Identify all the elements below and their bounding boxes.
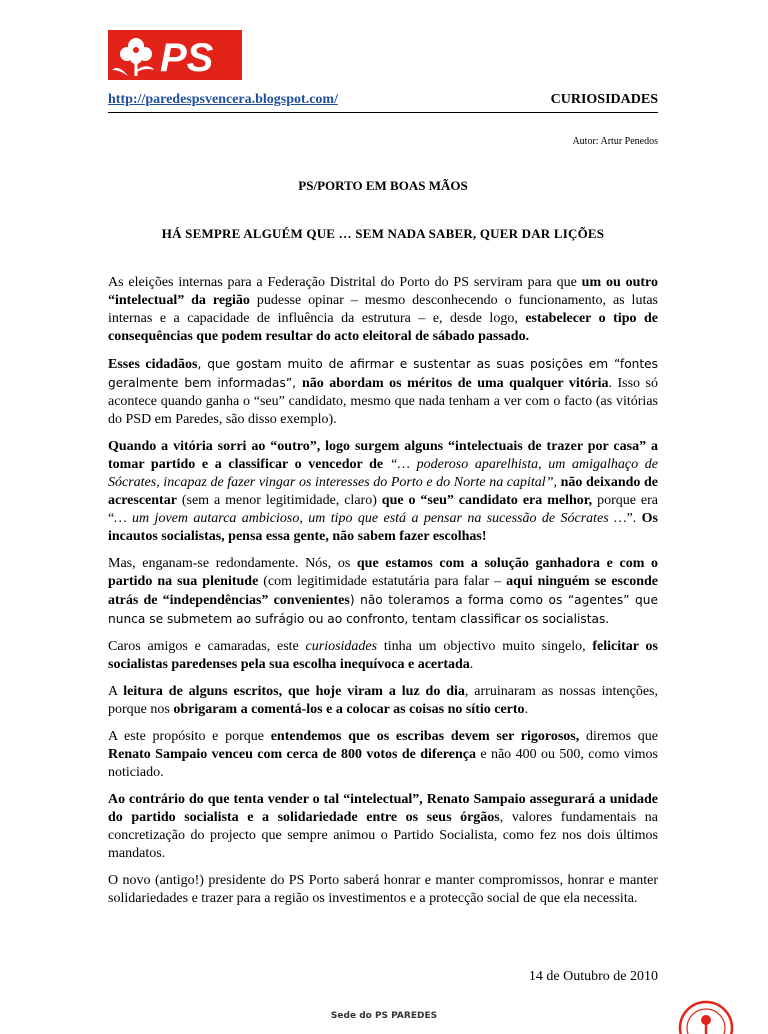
article-paragraph [108,555,658,629]
article-paragraph [108,872,658,908]
paragraph-text-run: (sem a menor legitimidade, claro) [176,493,382,508]
paragraph-text-run: , que gostam muito de afirmar e sustentar as suas posições em “fontes geralmente bem informadas”, [108,357,658,390]
article-paragraph [108,355,658,429]
paragraph-text-run: ”. [626,511,642,526]
paragraph-text-run: que estamos com a solução ganhadora e com o partido na sua plenitude [108,556,658,589]
article-paragraph [108,683,658,719]
footer-text: Sede do PS PAREDES [330,1011,438,1021]
article-date: 14 de Outubro de 2010 [528,969,658,984]
paragraph-text-run: tinha um objectivo muito singelo, [377,639,593,654]
header-divider [108,112,658,113]
section-title: CURIOSIDADES [550,92,658,107]
article-subtitle: HÁ SEMPRE ALGUÉM QUE … SEM NADA SABER, QUER DAR LIÇÕES [161,226,605,241]
paragraph-text-run: estabelecer o tipo de consequências que podem resultar do acto eleitoral de sábado passado. [108,311,658,344]
paragraph-text-run: Quando a vitória sorri ao “outro”, logo surgem alguns “intelectuais de trazer por casa” a tomar partido e a classificar o vencedor de [108,439,658,472]
article-title: PS/PORTO EM BOAS MÃOS [298,178,468,193]
article-paragraph [108,438,658,546]
paragraph-text-run: , arruinaram as nossas intenções, porque nos [108,684,658,717]
paragraph-text-run: não deixando de acrescentar [108,475,659,508]
paragraph-text-run: e não 400 ou 500, como vimos noticiado. [108,747,658,780]
paragraph-text-run: curiosidades [305,639,378,654]
paragraph-text-run: felicitar os socialistas paredenses pela sua escolha inequívoca e acertada [108,639,658,672]
paragraph-text-run: um ou outro “intelectual” da região [108,275,658,308]
article-paragraph [108,638,658,674]
author-line: Autor: Artur Penedos [572,136,658,147]
blog-url-link[interactable]: http://paredespsvencera.blogspot.com/ [108,92,338,107]
ps-seal-icon [676,994,736,1034]
paragraph-text-run: O novo (antigo!) presidente do PS Porto saberá honrar e manter compromissos, honrar e manter solidariedades e trazer para a região os investimentos e a protecção social de que ela necessita. [108,873,658,906]
ps-logo [108,30,242,80]
paragraph-text-run: “… poderoso aparelhista, um amigalhaço de Sócrates, incapaz de fazer vingar os interesses do Porto e do Norte na capital” [108,457,658,490]
paragraph-text-run: diremos que [579,729,658,744]
paragraph-text-run: , valores fundamentais na concretização do projecto que sempre animou o Partido Socialista, como fez nos dois últimos mandatos. [108,810,659,861]
paragraph-text-run: porque era “ [108,493,658,526]
paragraph-text-run: Mas, enganam-se redondamente. Nós, os [108,556,357,571]
paragraph-text-run: obrigaram a comentá-los e a colocar as coisas no sítio certo [173,702,525,717]
paragraph-text-run: não abordam os méritos de uma qualquer vitória [301,376,609,391]
article-paragraph [108,791,658,863]
paragraph-text-run: entendemos que os escribas devem ser rigorosos, [270,729,580,744]
paragraph-text-run: , [553,475,561,490]
paragraph-text-run: A [108,684,124,699]
paragraph-text-run: … um jovem autarca ambicioso, um tipo que está a pensar na sucessão de Sócrates … [114,511,627,526]
paragraph-text-run: aqui ninguém se esconde atrás de “independências” convenientes [108,574,658,608]
paragraph-text-run: Ao contrário do que tenta vender o tal “intelectual”, Renato Sampaio assegurará a unidade do partido socialista e a solidariedade entre os seus órgãos [108,792,658,825]
paragraph-text-run: (com legitimidade estatutária para falar – [258,574,507,589]
paragraph-text-run: que o “seu” candidato era melhor, [381,493,593,508]
paragraph-text-run: . [524,702,529,717]
paragraph-text-run: Os incautos socialistas, pensa essa gente, não sabem fazer escolhas! [108,511,659,544]
article-body [108,274,658,917]
article-paragraph [108,728,658,782]
logo-text: PS [160,36,214,80]
paragraph-text-run: ) não toleramos a forma como os “agentes” que nunca se submetem ao sufrágio ou ao confronto, tentam classificar os socialistas. [108,593,658,626]
paragraph-text-run: Caros amigos e camaradas, este [108,639,306,654]
paragraph-text-run: pudesse opinar – mesmo desconhecendo o funcionamento, as lutas internas e a capacidade de influência da estrutura – e, desde logo, [108,293,658,326]
paragraph-text-run: leitura de alguns escritos, que hoje viram a luz do dia [123,684,465,699]
paragraph-text-run: A este propósito e porque [108,729,271,744]
paragraph-text-run: Esses cidadãos [108,357,198,372]
paragraph-text-run: As eleições internas para a Federação Distrital do Porto do PS serviram para que [108,275,582,290]
article-paragraph [108,274,658,346]
paragraph-text-run: . Isso só acontece quando ganha o “seu” candidato, mesmo que nada tenham a ver com o facto (as vitórias do PSD em Paredes, são disso exemplo). [108,376,658,427]
paragraph-text-run: Renato Sampaio venceu com cerca de 800 votos de diferença [108,747,476,762]
paragraph-text-run: . [469,657,474,672]
